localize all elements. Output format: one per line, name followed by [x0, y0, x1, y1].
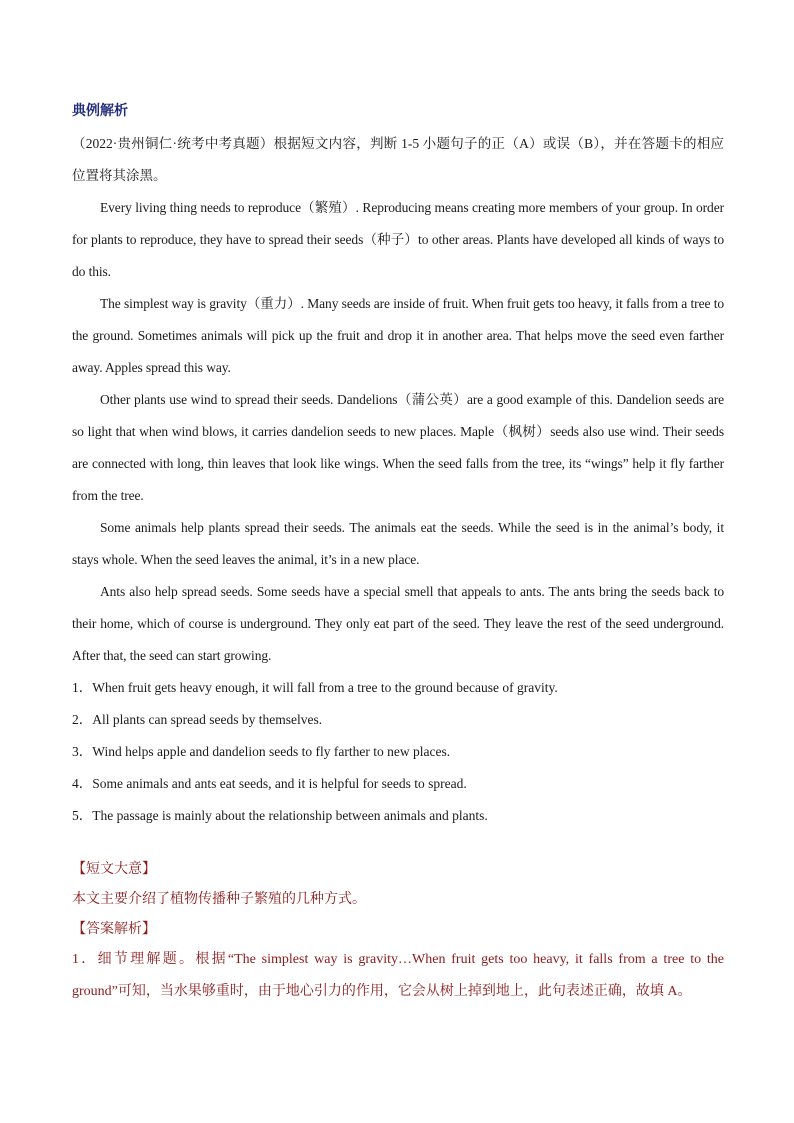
- answer-explanation-1: 1．细节理解题。根据“The simplest way is gravity…When fruit gets too heavy, it falls from a tree to the ground”可知，当水果够重时，由于地心引力的作用，它会从树上掉到地上，此句表述正确，故填 A。: [72, 952, 724, 999]
- passage-paragraph-1: Every living thing needs to reproduce（繁殖）. Reproducing means creating more members of your group. In order for plants to reproduce, they have to spread their seeds（种子）to other areas. Plants have developed all kinds of ways to do this.: [72, 200, 724, 279]
- passage-paragraph-2: The simplest way is gravity（重力）. Many seeds are inside of fruit. When fruit gets too heavy, it falls from a tree to the ground. Sometimes animals will pick up the fruit and drop it in another area. That helps move the seed even farther away. Apples spread this way.: [72, 296, 724, 375]
- section-title: 典例解析: [72, 103, 128, 119]
- question-list: [72, 672, 724, 832]
- question-4: 4．Some animals and ants eat seeds, and it is helpful for seeds to spread.: [72, 776, 467, 791]
- question-1: 1．When fruit gets heavy enough, it will fall from a tree to the ground because of gravity.: [72, 680, 558, 695]
- passage-paragraph-3: Other plants use wind to spread their seeds. Dandelions（蒲公英）are a good example of this. Dandelion seeds are so light that when wind blows, it carries dandelion seeds to new places. Maple（枫树）seeds also use wind. Their seeds are connected with long, thin leaves that look like wings. When the seed falls from the tree, its “wings” help it fly farther from the tree.: [72, 392, 724, 503]
- question-3: 3．Wind helps apple and dandelion seeds to fly farther to new places.: [72, 744, 451, 759]
- question-5: 5．The passage is mainly about the relationship between animals and plants.: [72, 808, 488, 823]
- answer-heading: 【答案解析】: [72, 921, 156, 937]
- question-instructions: （2022·贵州铜仁·统考中考真题）根据短文内容，判断 1-5 小题句子的正（A）或误（B），并在答题卡的相应位置将其涂黑。: [72, 136, 724, 183]
- passage-paragraph-4: Some animals help plants spread their seeds. The animals eat the seeds. While the seed is in the animal’s body, it stays whole. When the seed leaves the animal, it’s in a new place.: [72, 520, 724, 567]
- reading-passage: [72, 192, 724, 672]
- passage-paragraph-5: Ants also help spread seeds. Some seeds have a special smell that appeals to ants. The ants bring the seeds back to their home, which of course is underground. They only eat part of the seed. They leave the rest of the seed underground. After that, the seed can start growing.: [72, 584, 724, 663]
- summary-text: 本文主要介绍了植物传播种子繁殖的几种方式。: [72, 891, 366, 907]
- question-2: 2．All plants can spread seeds by themselves.: [72, 712, 323, 727]
- document-page: [72, 100, 724, 1008]
- summary-heading: 【短文大意】: [72, 861, 156, 877]
- spacer: [72, 832, 724, 854]
